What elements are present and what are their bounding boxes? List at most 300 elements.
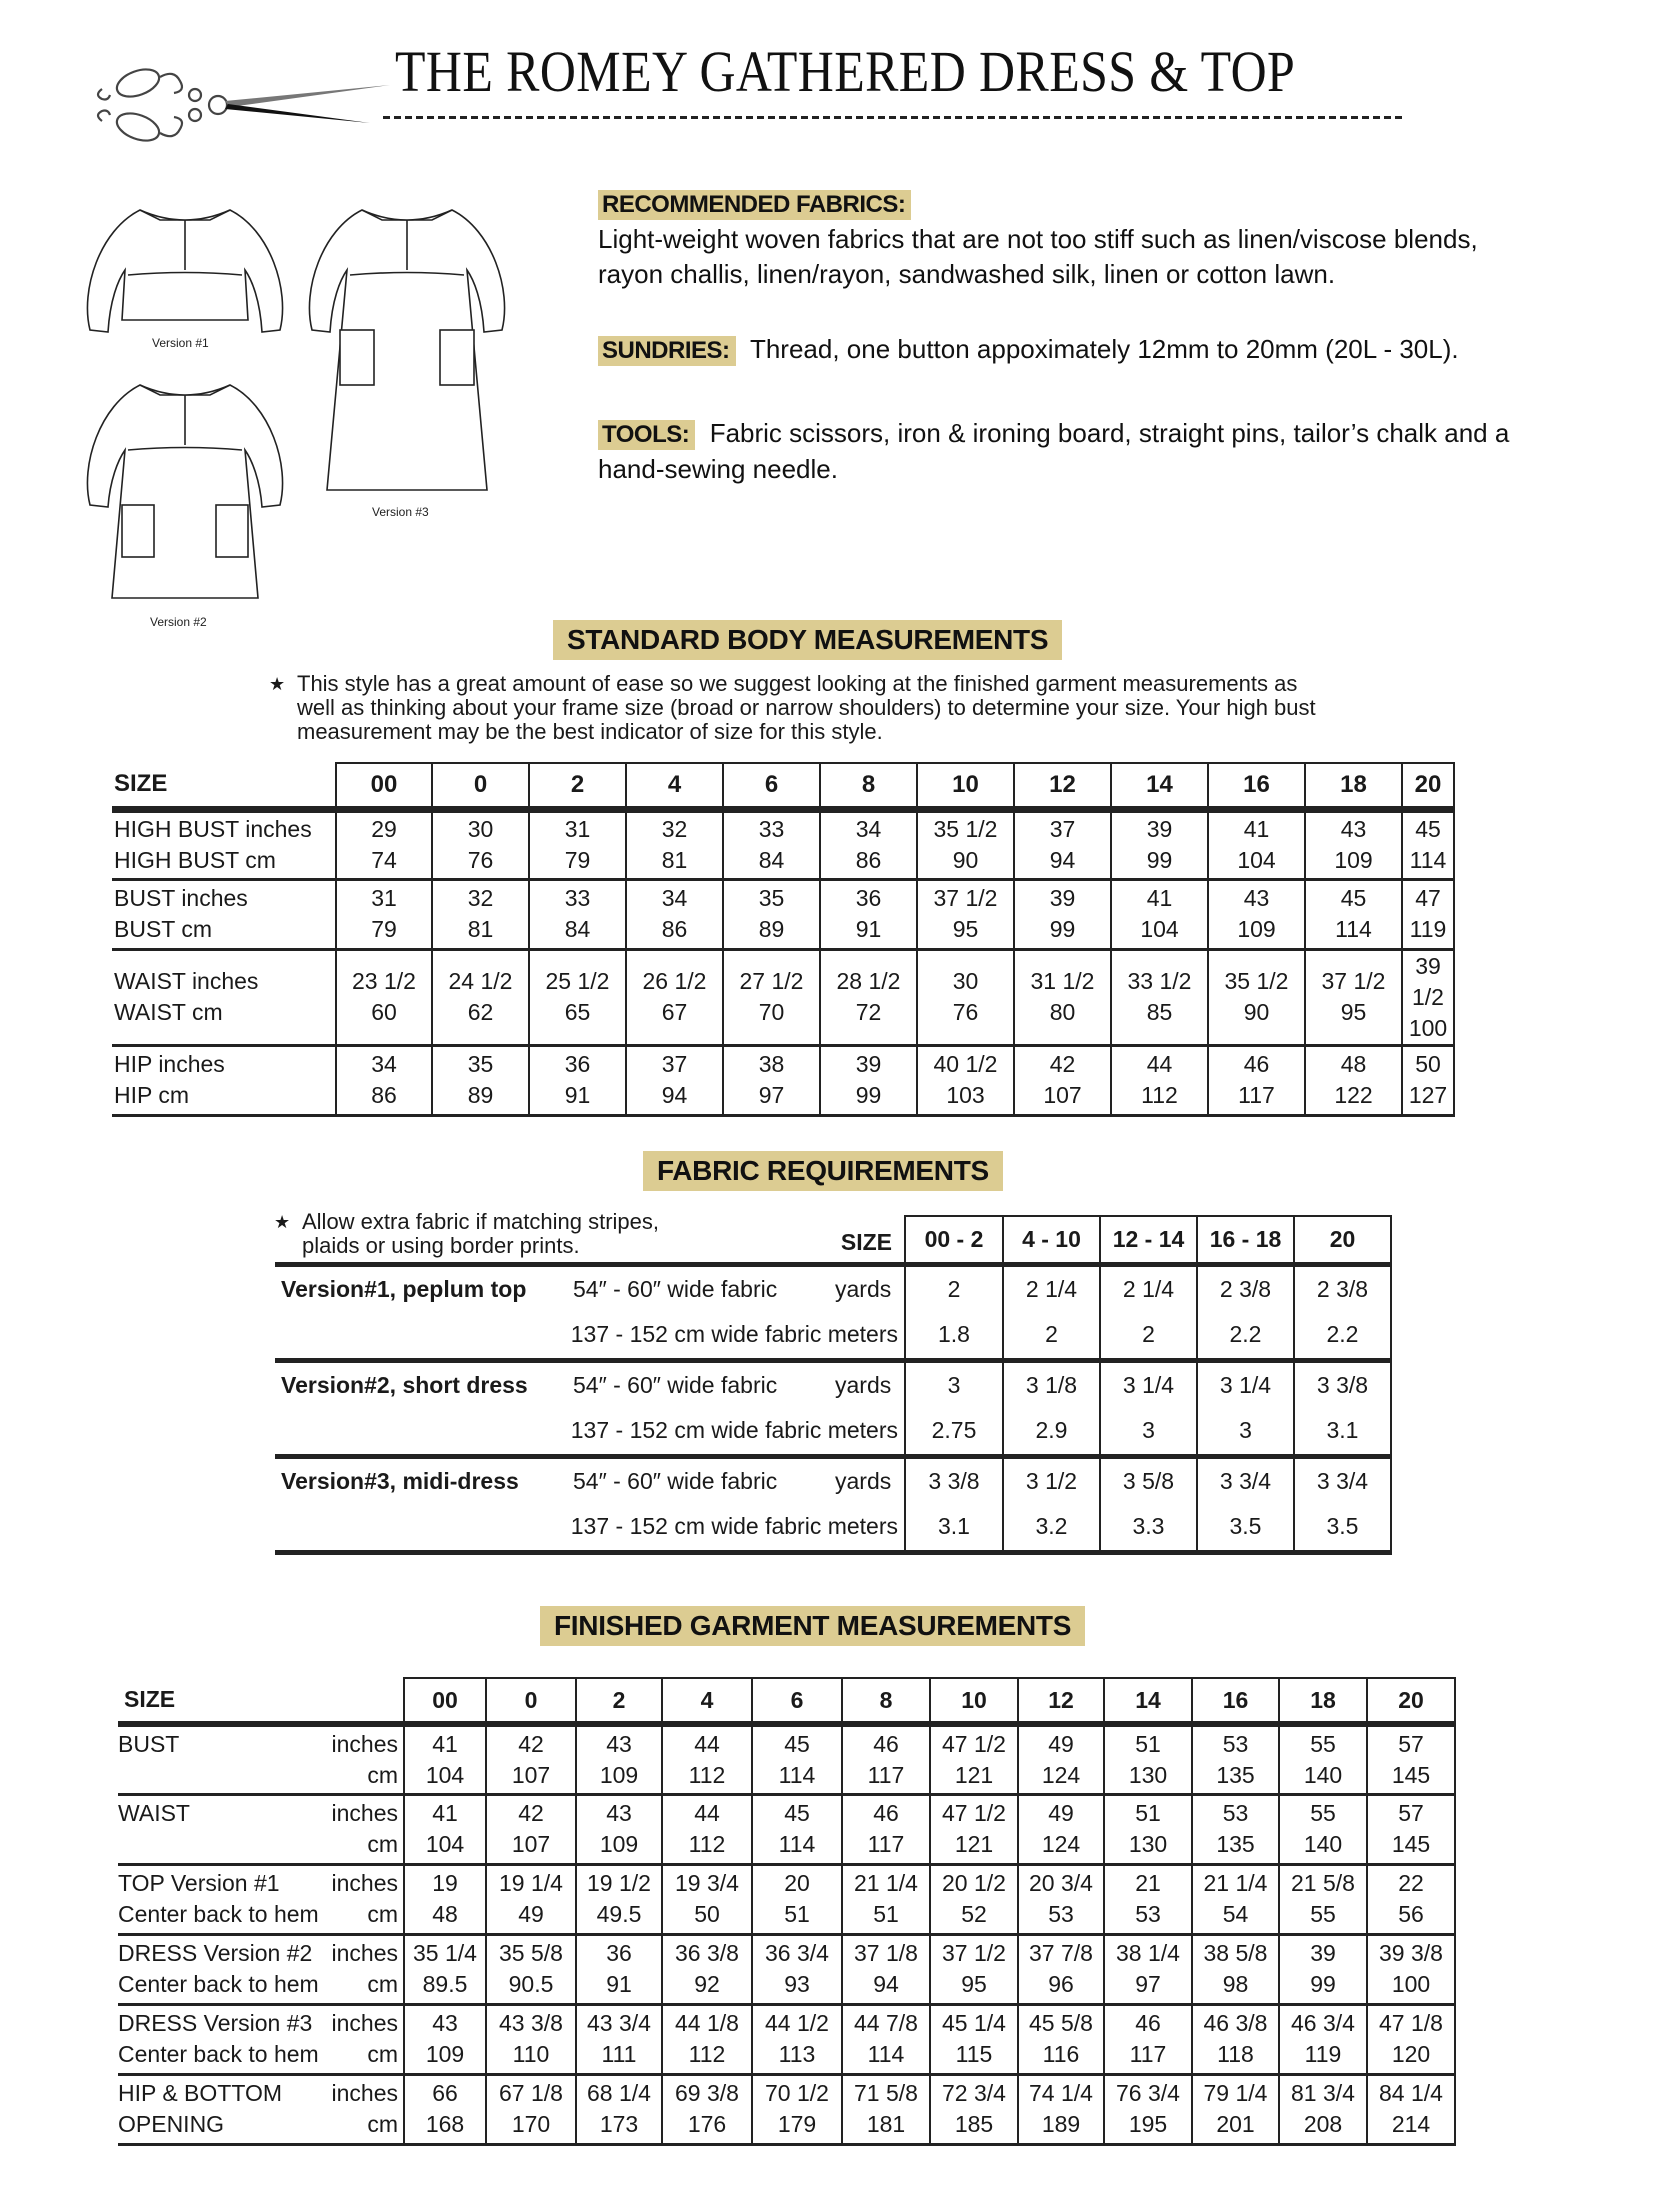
table-cell xyxy=(662,2074,752,2144)
standard-body-title: STANDARD BODY MEASUREMENTS xyxy=(553,620,1062,660)
value-cm: 117 xyxy=(1238,1082,1275,1108)
sundries xyxy=(598,332,1598,368)
row-label xyxy=(118,1934,404,2004)
value-cm: 112 xyxy=(688,1761,726,1788)
table-cell xyxy=(1018,1794,1104,1864)
table-cell: 2 3/8 xyxy=(1294,1264,1391,1312)
label-inches: HIGH BUST inches xyxy=(114,816,312,842)
table-cell xyxy=(1104,1864,1192,1934)
value-cm: 51 xyxy=(784,1901,810,1927)
value-inches: 28 1/2 xyxy=(836,968,901,994)
table-cell xyxy=(1367,1934,1455,2004)
table-cell xyxy=(930,1724,1018,1794)
recommended-fabrics xyxy=(598,186,1598,292)
measure-name: HIP & BOTTOM xyxy=(118,2080,283,2106)
value-cm: 189 xyxy=(1041,2111,1081,2137)
table-cell: 3 1/4 xyxy=(1197,1360,1294,1408)
table-cell xyxy=(752,1794,842,1864)
table-cell xyxy=(1279,1934,1367,2004)
value-inches: 68 1/4 xyxy=(587,2080,651,2106)
table-cell xyxy=(1208,1045,1305,1115)
row-label xyxy=(275,1456,905,1504)
value-inches: 37 1/2 xyxy=(933,885,998,911)
value-cm: 117 xyxy=(867,1831,905,1857)
dashed-divider xyxy=(383,116,1405,119)
value-cm: 116 xyxy=(1042,2041,1080,2067)
value-cm: 60 xyxy=(371,999,397,1025)
value-cm: 176 xyxy=(687,2111,727,2137)
measurement-group-row xyxy=(112,809,1454,879)
value-inches: 31 1/2 xyxy=(1030,968,1095,994)
table-cell xyxy=(820,949,917,1045)
value-cm: 65 xyxy=(564,999,591,1025)
table-cell xyxy=(1305,809,1402,879)
value-cm: 113 xyxy=(778,2041,816,2067)
fabrics-text-2: rayon challis, linen/rayon, sandwashed silk, linen or cotton lawn. xyxy=(598,259,1336,289)
table-cell xyxy=(917,809,1014,879)
table-cell xyxy=(1192,2074,1279,2144)
value-inches: 40 1/2 xyxy=(933,1051,998,1077)
table-cell xyxy=(1111,809,1208,879)
value-inches: 25 1/2 xyxy=(545,968,610,994)
table-cell xyxy=(336,879,432,949)
value-inches: 38 1/4 xyxy=(1116,1940,1180,1966)
value-inches: 51 xyxy=(1135,1730,1161,1757)
value-inches: 24 1/2 xyxy=(448,968,513,994)
note-line-1: This style has a great amount of ease so we suggest looking at the finished garment measurements as xyxy=(297,671,1298,696)
value-inches: 20 3/4 xyxy=(1029,1870,1093,1896)
value-cm: 48 xyxy=(432,1901,458,1927)
table-cell xyxy=(1208,949,1305,1045)
table-cell xyxy=(486,2074,576,2144)
table-cell xyxy=(723,809,820,879)
table-cell xyxy=(486,2004,576,2074)
value-cm: 54 xyxy=(1222,1901,1249,1927)
note-line-2: well as thinking about your frame size (broad or narrow shoulders) to determine your size. Your high bust xyxy=(297,695,1316,720)
table-cell xyxy=(1279,1724,1367,1794)
table-cell xyxy=(404,1934,486,2004)
table-cell xyxy=(820,809,917,879)
value-inches: 21 xyxy=(1135,1870,1161,1896)
value-cm: 56 xyxy=(1398,1901,1424,1927)
value-inches: 81 3/4 xyxy=(1291,2080,1355,2106)
table-cell xyxy=(1367,2004,1455,2074)
table-cell: 2 1/4 xyxy=(1100,1264,1197,1312)
row-label xyxy=(118,1794,404,1864)
table-cell xyxy=(752,2004,842,2074)
value-inches: 47 xyxy=(1415,885,1441,911)
value-inches: 20 1/2 xyxy=(942,1870,1006,1896)
value-cm: 86 xyxy=(855,847,882,873)
value-inches: 44 1/2 xyxy=(765,2010,829,2036)
value-cm: 49.5 xyxy=(596,1901,642,1927)
value-cm: 67 xyxy=(661,999,688,1025)
value-inches: 43 xyxy=(1243,885,1270,911)
size-col: 18 xyxy=(1279,1678,1367,1724)
table-cell xyxy=(723,949,820,1045)
table-cell xyxy=(1018,2074,1104,2144)
value-cm: 94 xyxy=(873,1971,899,1997)
table-cell xyxy=(1018,2004,1104,2074)
row-label xyxy=(118,2074,404,2144)
table-cell xyxy=(576,1934,662,2004)
table-cell xyxy=(404,1724,486,1794)
label-line-cm xyxy=(118,2109,398,2140)
value-cm: 109 xyxy=(1237,916,1276,942)
table-cell xyxy=(1279,1794,1367,1864)
table-cell: 2.2 xyxy=(1294,1312,1391,1360)
table-cell xyxy=(1192,1864,1279,1934)
size-header-row xyxy=(275,1216,1391,1264)
size-col: 8 xyxy=(820,763,917,809)
value-cm: 89 xyxy=(467,1082,494,1108)
measure-name: WAIST xyxy=(118,1800,190,1826)
value-cm: 130 xyxy=(1128,1831,1168,1857)
table-cell xyxy=(820,879,917,949)
table-cell xyxy=(404,1794,486,1864)
value-inches: 42 xyxy=(518,1730,544,1757)
table-cell xyxy=(842,2004,930,2074)
table-cell xyxy=(432,809,529,879)
star-icon: ★ xyxy=(269,674,286,694)
table-cell xyxy=(486,1724,576,1794)
size-col: 20 xyxy=(1402,763,1454,809)
table-cell xyxy=(1014,809,1111,879)
value-cm: 91 xyxy=(564,1082,591,1108)
size-col: 2 xyxy=(576,1678,662,1724)
value-inches: 21 1/4 xyxy=(854,1870,918,1896)
value-cm: 81 xyxy=(467,916,494,942)
size-col: 2 xyxy=(529,763,626,809)
table-cell: 3 1/4 xyxy=(1100,1360,1197,1408)
table-cell xyxy=(1367,1864,1455,1934)
size-col: 4 xyxy=(626,763,723,809)
row-label xyxy=(112,809,336,879)
measure-name: DRESS Version #2 xyxy=(118,1940,313,1966)
table-cell xyxy=(662,1724,752,1794)
value-cm: 95 xyxy=(961,1971,987,1997)
table-cell: 3.1 xyxy=(905,1504,1003,1552)
value-cm: 110 xyxy=(512,2041,550,2067)
table-cell xyxy=(752,1724,842,1794)
table-cell xyxy=(1018,1864,1104,1934)
table-cell xyxy=(1305,949,1402,1045)
value-cm: 119 xyxy=(1409,916,1447,942)
value-cm: 107 xyxy=(511,1831,551,1857)
value-cm: 114 xyxy=(1335,916,1372,942)
value-cm: 112 xyxy=(1141,1082,1178,1108)
table-cell xyxy=(752,1864,842,1934)
value-cm: 127 xyxy=(1408,1082,1448,1108)
table-cell xyxy=(1018,1724,1104,1794)
unit-yards: yards xyxy=(835,1467,892,1494)
value-inches: 33 xyxy=(758,816,785,842)
label-line-inches xyxy=(118,1798,398,1829)
label-line-inches xyxy=(118,1868,398,1899)
value-inches: 35 xyxy=(467,1051,494,1077)
unit-inches: inches xyxy=(331,1870,398,1896)
flat-drawing-version-1 xyxy=(80,190,290,340)
value-cm: 53 xyxy=(1135,1901,1161,1927)
value-inches: 35 1/2 xyxy=(933,816,998,842)
value-inches: 37 1/2 xyxy=(1321,968,1386,994)
yards-row xyxy=(275,1360,1391,1408)
value-inches: 67 1/8 xyxy=(499,2080,563,2106)
label-line-cm xyxy=(118,2039,398,2070)
value-cm: 201 xyxy=(1216,2111,1255,2137)
value-cm: 97 xyxy=(758,1082,785,1108)
size-col: 14 xyxy=(1111,763,1208,809)
value-cm: 170 xyxy=(511,2111,551,2137)
table-cell: 1.8 xyxy=(905,1312,1003,1360)
size-col: 16 - 18 xyxy=(1197,1216,1294,1264)
table-cell: 3 3/4 xyxy=(1294,1456,1391,1504)
value-cm: 195 xyxy=(1128,2111,1168,2137)
tools-text-2: hand-sewing needle. xyxy=(598,454,838,484)
value-cm: 50 xyxy=(694,1901,720,1927)
value-inches: 49 xyxy=(1048,1730,1074,1757)
table-cell xyxy=(404,2004,486,2074)
value-cm: 99 xyxy=(855,1082,882,1108)
value-cm: 49 xyxy=(518,1901,544,1927)
row-label xyxy=(118,1724,404,1794)
value-inches: 43 xyxy=(606,1800,632,1826)
table-cell: 3.3 xyxy=(1100,1504,1197,1552)
value-cm: 124 xyxy=(1041,1831,1081,1857)
value-inches: 21 5/8 xyxy=(1291,1870,1355,1896)
value-cm: 112 xyxy=(688,2041,726,2067)
table-cell xyxy=(336,1045,432,1115)
value-cm: 104 xyxy=(1237,847,1276,873)
value-inches: 71 5/8 xyxy=(854,2080,918,2106)
value-inches: 32 xyxy=(661,816,688,842)
size-col: 00 - 2 xyxy=(905,1216,1003,1264)
value-inches: 34 xyxy=(855,816,882,842)
value-cm: 140 xyxy=(1303,1761,1343,1788)
fabric-width: 54″ - 60″ wide fabric xyxy=(573,1467,778,1494)
version-name: Version#3, midi-dress xyxy=(281,1467,519,1494)
value-inches: 43 xyxy=(606,1730,632,1757)
size-col: 00 xyxy=(404,1678,486,1724)
row-label xyxy=(275,1504,905,1552)
table-cell: 3 3/8 xyxy=(1294,1360,1391,1408)
label-line-cm xyxy=(118,1829,398,1860)
table-cell: 2.2 xyxy=(1197,1312,1294,1360)
table-cell xyxy=(917,879,1014,949)
caption-version-3: Version #3 xyxy=(372,505,429,519)
value-cm: 214 xyxy=(1391,2111,1431,2137)
value-cm: 104 xyxy=(425,1831,465,1857)
measure-name: BUST xyxy=(118,1730,180,1757)
measure-name: DRESS Version #3 xyxy=(118,2010,313,2036)
label-cm: HIP cm xyxy=(114,1082,189,1108)
size-header-row xyxy=(112,763,1454,809)
table-cell xyxy=(662,1864,752,1934)
label-cm: BUST cm xyxy=(114,916,212,942)
measurement-group-row xyxy=(112,1045,1454,1115)
value-inches: 33 1/2 xyxy=(1127,968,1192,994)
table-cell xyxy=(1014,949,1111,1045)
table-cell xyxy=(486,1934,576,2004)
table-cell xyxy=(842,1794,930,1864)
size-col: 10 xyxy=(917,763,1014,809)
label-line-cm xyxy=(118,1899,398,1930)
size-col: 0 xyxy=(486,1678,576,1724)
table-cell xyxy=(1104,2074,1192,2144)
value-cm: 85 xyxy=(1146,999,1173,1025)
value-cm: 112 xyxy=(688,1831,726,1857)
label-line-inches xyxy=(118,1729,398,1760)
value-cm: 91 xyxy=(606,1971,632,1997)
value-cm: 100 xyxy=(1408,1014,1448,1041)
value-cm: 114 xyxy=(778,1831,816,1857)
value-inches: 29 xyxy=(371,816,397,842)
value-inches: 36 3/8 xyxy=(675,1940,739,1966)
unit-inches: inches xyxy=(331,2010,398,2036)
value-inches: 35 1/2 xyxy=(1224,968,1289,994)
row-label xyxy=(112,879,336,949)
value-inches: 46 xyxy=(873,1730,899,1757)
table-cell xyxy=(576,2004,662,2074)
value-inches: 84 1/4 xyxy=(1379,2080,1443,2106)
value-inches: 36 xyxy=(564,1051,591,1077)
value-cm: 120 xyxy=(1391,2041,1431,2067)
value-cm: 124 xyxy=(1041,1761,1081,1788)
value-inches: 34 xyxy=(371,1051,397,1077)
table-cell xyxy=(404,1864,486,1934)
value-inches: 41 xyxy=(1243,816,1270,842)
value-cm: 91 xyxy=(855,916,882,942)
value-cm: 121 xyxy=(954,1831,994,1857)
value-inches: 41 xyxy=(432,1730,458,1757)
flat-drawing-version-2 xyxy=(80,370,290,605)
size-header-row xyxy=(118,1678,1455,1724)
value-cm: 109 xyxy=(599,1761,639,1788)
value-cm: 173 xyxy=(599,2111,639,2137)
value-cm: 99 xyxy=(1310,1971,1336,1997)
scissors-icon xyxy=(90,55,420,155)
value-inches: 35 1/4 xyxy=(413,1940,477,1966)
unit-inches: inches xyxy=(331,1800,398,1826)
table-cell xyxy=(576,1864,662,1934)
size-col: 18 xyxy=(1305,763,1402,809)
unit-inches: inches xyxy=(331,2080,398,2106)
value-inches: 26 1/2 xyxy=(642,968,707,994)
value-cm: 208 xyxy=(1303,2111,1343,2137)
table-cell: 3 xyxy=(1197,1408,1294,1456)
value-inches: 32 xyxy=(467,885,494,911)
table-cell xyxy=(626,1045,723,1115)
table-cell xyxy=(1402,809,1454,879)
value-cm: 62 xyxy=(467,999,494,1025)
value-cm: 107 xyxy=(511,1761,551,1788)
value-inches: 19 1/2 xyxy=(587,1870,651,1896)
table-cell xyxy=(1367,1794,1455,1864)
table-cell xyxy=(930,1864,1018,1934)
value-cm: 104 xyxy=(425,1761,465,1788)
value-cm: 51 xyxy=(873,1901,899,1927)
value-cm: 117 xyxy=(1129,2041,1167,2067)
table-cell xyxy=(1104,1724,1192,1794)
value-cm: 99 xyxy=(1049,916,1076,942)
sundries-text: Thread, one button appoximately 12mm to 20mm (20L - 30L). xyxy=(749,334,1459,364)
metric-label: 137 - 152 cm wide fabric meters xyxy=(570,1417,898,1444)
unit-cm: cm xyxy=(367,1761,398,1788)
value-inches: 46 3/4 xyxy=(1291,2010,1355,2036)
table-cell xyxy=(529,1045,626,1115)
size-col: 6 xyxy=(752,1678,842,1724)
value-inches: 76 3/4 xyxy=(1116,2080,1180,2106)
table-cell xyxy=(576,2074,662,2144)
value-cm: 100 xyxy=(1391,1971,1431,1997)
value-inches: 69 3/8 xyxy=(675,2080,739,2106)
table-cell xyxy=(1279,2074,1367,2144)
fabrics-label: RECOMMENDED FABRICS: xyxy=(598,190,911,220)
fabric-requirements-title: FABRIC REQUIREMENTS xyxy=(643,1151,1003,1191)
table-cell xyxy=(432,1045,529,1115)
finished-garment-title: FINISHED GARMENT MEASUREMENTS xyxy=(540,1606,1085,1646)
value-cm: 89.5 xyxy=(422,1971,468,1997)
label-inches: WAIST inches xyxy=(114,968,259,994)
value-cm: 94 xyxy=(1049,847,1076,873)
size-col: 6 xyxy=(723,763,820,809)
size-col: 16 xyxy=(1192,1678,1279,1724)
value-cm: 70 xyxy=(758,999,785,1025)
table-cell xyxy=(576,1724,662,1794)
fabric-width: 54″ - 60″ wide fabric xyxy=(573,1275,778,1302)
value-inches: 37 xyxy=(1049,816,1076,842)
table-cell xyxy=(626,809,723,879)
value-cm: 109 xyxy=(599,1831,639,1857)
value-inches: 70 1/2 xyxy=(765,2080,829,2106)
table-cell xyxy=(404,2074,486,2144)
unit-yards: yards xyxy=(835,1275,892,1302)
table-cell: 2 xyxy=(905,1264,1003,1312)
table-cell xyxy=(930,2004,1018,2074)
row-label xyxy=(275,1408,905,1456)
value-cm: 52 xyxy=(961,1901,987,1927)
value-inches: 43 3/8 xyxy=(499,2010,563,2036)
value-cm: 130 xyxy=(1128,1761,1168,1788)
table-cell xyxy=(1208,879,1305,949)
value-cm: 90.5 xyxy=(508,1971,554,1997)
value-inches: 53 xyxy=(1222,1730,1249,1757)
value-inches: 44 7/8 xyxy=(854,2010,918,2036)
value-cm: 117 xyxy=(867,1761,905,1788)
value-inches: 48 xyxy=(1340,1051,1367,1077)
table-cell xyxy=(1305,879,1402,949)
value-inches: 31 xyxy=(371,885,397,911)
value-inches: 45 xyxy=(1415,816,1441,842)
value-inches: 21 1/4 xyxy=(1203,1870,1268,1896)
value-cm: 114 xyxy=(1409,847,1447,873)
value-inches: 30 xyxy=(467,816,494,842)
value-inches: 44 xyxy=(694,1800,720,1826)
table-cell xyxy=(1192,1934,1279,2004)
table-cell xyxy=(529,879,626,949)
value-inches: 51 xyxy=(1135,1800,1161,1826)
size-col: 8 xyxy=(842,1678,930,1724)
table-cell xyxy=(842,1724,930,1794)
table-cell xyxy=(576,1794,662,1864)
size-col: 0 xyxy=(432,763,529,809)
value-inches: 39 3/8 xyxy=(1379,1940,1443,1966)
standard-body-table xyxy=(112,762,1455,1117)
flat-drawing-version-3 xyxy=(302,190,512,495)
value-inches: 43 xyxy=(432,2010,458,2036)
value-inches: 46 xyxy=(1135,2010,1161,2036)
table-cell xyxy=(529,949,626,1045)
